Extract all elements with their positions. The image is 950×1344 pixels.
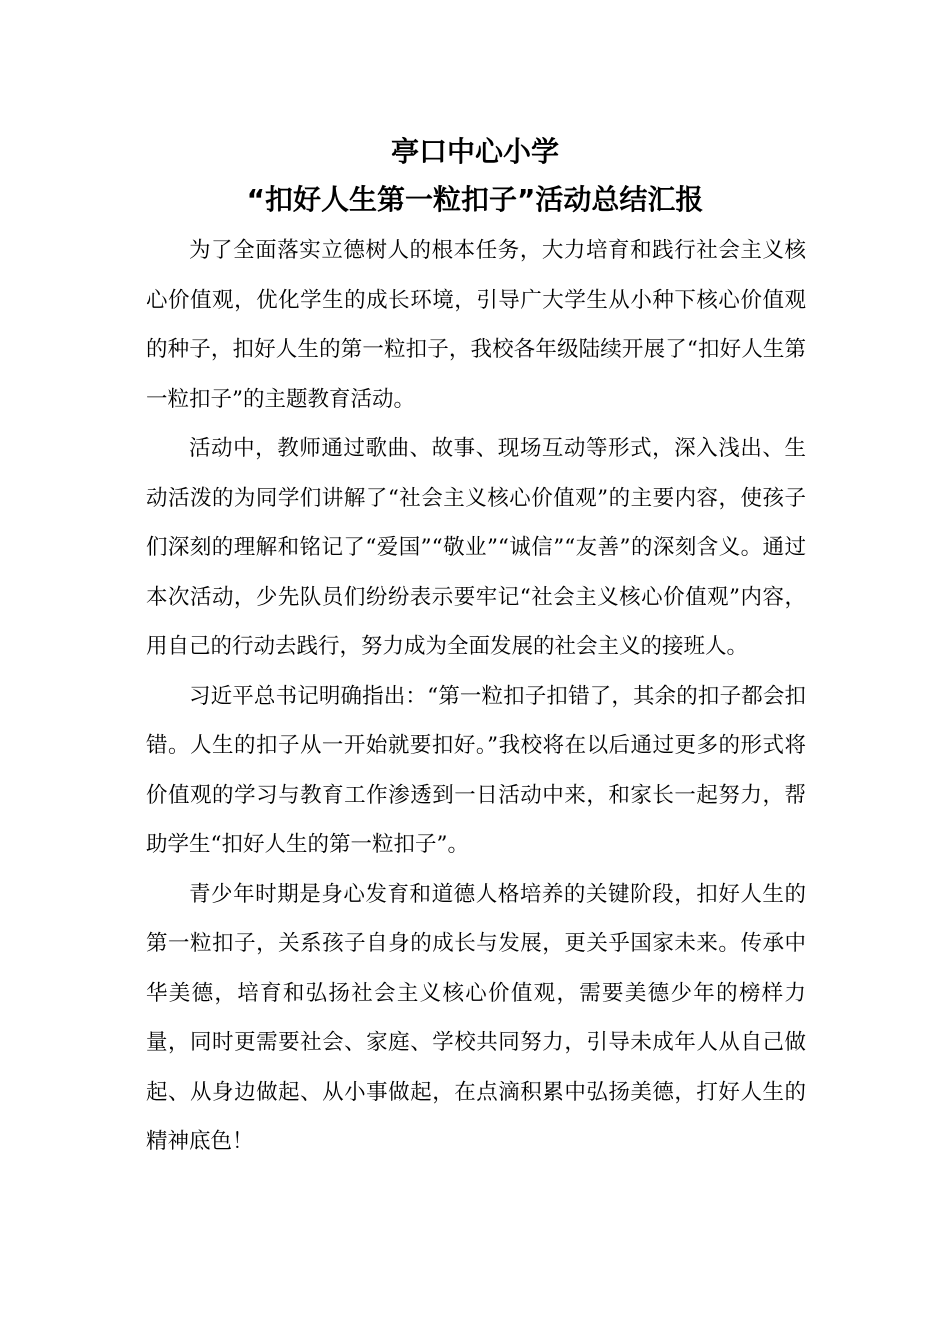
school-name-title: 亭口中心小学 (390, 135, 559, 168)
paragraph: 为了全面落实立德树人的根本任务，大力培育和践行社会主义核心价值观，优化学生的成长环境，引导广大学生从小种下核心价值观的种子，扣好人生的第一粒扣子，我校各年级陆续开展了“扣好人生第一粒扣子”的主题教育活动。 (146, 238, 806, 412)
paragraph: 青少年时期是身心发育和道德人格培养的关键阶段，扣好人生的第一粒扣子，关系孩子自身的成长与发展，更关乎国家未来。传承中华美德，培育和弘扬社会主义核心价值观，需要美德少年的榜样力量，同时更需要社会、家庭、学校共同努力，引导未成年人从自己做起、从身边做起、从小事做起，在点滴积累中弘扬美德，打好人生的精神底色！ (146, 881, 806, 1154)
report-body (146, 226, 806, 1167)
report-title: “扣好人生第一粒扣子”活动总结汇报 (246, 183, 704, 216)
paragraph: 活动中，教师通过歌曲、故事、现场互动等形式，深入浅出、生动活泼的为同学们讲解了“社会主义核心价值观”的主要内容，使孩子们深刻的理解和铭记了“爱国”“敬业”“诚信”“友善”的深刻含义。通过本次活动，少先队员们纷纷表示要牢记“社会主义核心价值观”内容，用自己的行动去践行，努力成为全面发展的社会主义的接班人。 (146, 436, 806, 659)
paragraph: 习近平总书记明确指出：“第一粒扣子扣错了，其余的扣子都会扣错。人生的扣子从一开始就要扣好。”我校将在以后通过更多的形式将价值观的学习与教育工作渗透到一日活动中来，和家长一起努力，帮助学生“扣好人生的第一粒扣子”。 (146, 683, 806, 857)
